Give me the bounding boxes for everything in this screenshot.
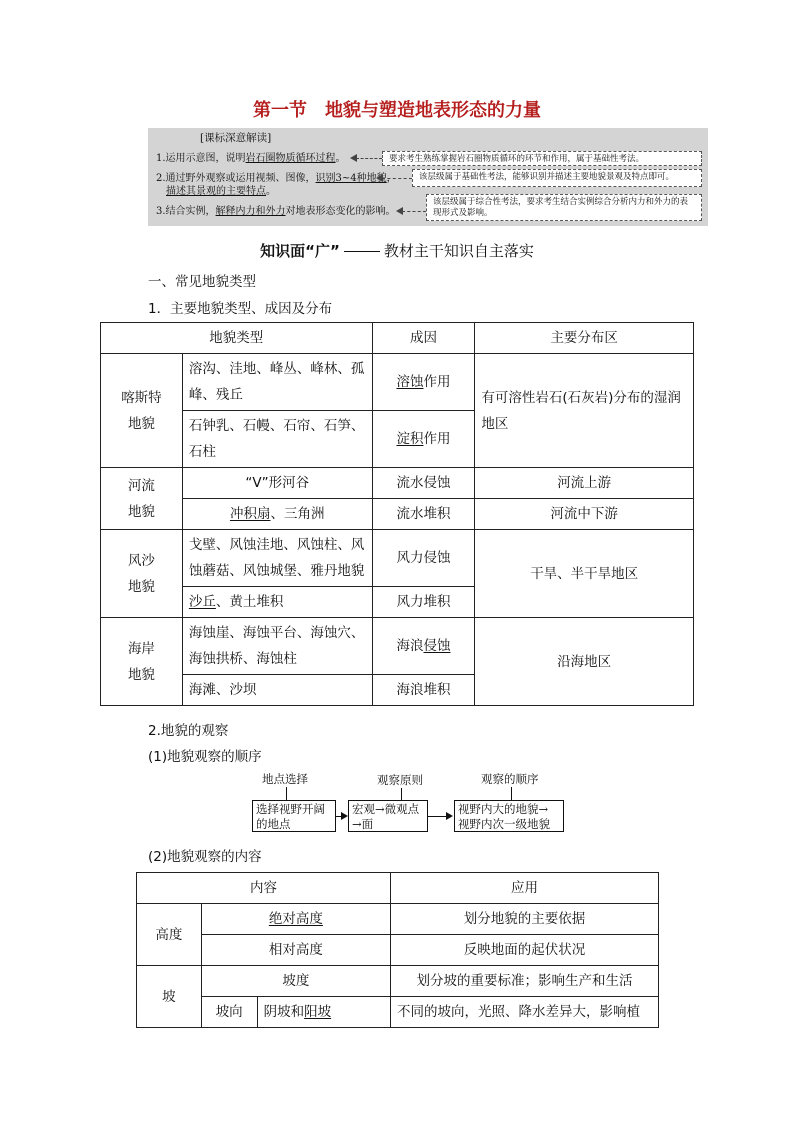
landform-region: 干旱、半干旱地区: [475, 530, 694, 618]
content-item: 相对高度: [201, 935, 390, 966]
flow-label: 观察原则: [377, 773, 423, 787]
landform-list: “V”形河谷: [182, 468, 372, 499]
column-header: 地貌类型: [101, 323, 373, 354]
arrow-left-icon: [396, 207, 403, 215]
landform-list: 戈壁、风蚀洼地、风蚀柱、风蚀蘑菇、风蚀城堡、雅丹地貌: [182, 530, 372, 587]
arrow-left-icon: [350, 154, 357, 162]
table-row: [137, 966, 659, 997]
standards-header: [课标深意解读]: [200, 132, 272, 144]
content-item: 阴坡和阳坡: [257, 997, 390, 1028]
landform-region: 有可溶性岩石(石灰岩)分布的湿润地区: [475, 354, 694, 468]
heading-observation-order: (1)地貌观察的顺序: [148, 749, 262, 765]
column-header: 主要分布区: [475, 323, 694, 354]
landform-cause: 流水侵蚀: [372, 468, 475, 499]
content-use: 反映地面的起伏状况: [391, 935, 659, 966]
standard-item-1: 1.运用示意图，说明岩石圈物质循环过程。: [156, 153, 346, 164]
table-header-row: [101, 323, 694, 354]
arrow-right-icon: [341, 812, 348, 820]
landform-cause: 流水堆积: [372, 499, 475, 530]
arrow-right-icon: [446, 812, 453, 820]
landform-category: 风沙 地貌: [101, 530, 183, 618]
section-heading: 知识面“广” 教材主干知识自主落实: [260, 242, 534, 260]
table-row: [137, 904, 659, 935]
table-row: [101, 354, 694, 411]
content-use: 划分坡的重要标准；影响生产和生活: [391, 966, 659, 997]
landform-category: 海岸 地貌: [101, 618, 183, 706]
flow-label: 观察的顺序: [481, 772, 539, 786]
standard-note-1: 要求考生熟练掌握岩石圈物质循环的环节和作用，属于基础性考法。: [382, 151, 702, 166]
landform-list: 沙丘、黄土堆积: [182, 587, 372, 618]
table-header-row: [137, 873, 659, 904]
landform-category: 喀斯特 地貌: [101, 354, 183, 468]
note-connector-1: [356, 158, 382, 159]
section-title: 地貌与塑造地表形态的力量: [325, 100, 541, 121]
landform-region: 河流上游: [475, 468, 694, 499]
table-row: [101, 499, 694, 530]
landform-cause: 淀积作用: [372, 411, 475, 468]
table-row: [137, 997, 659, 1028]
landform-list: 石钟乳、石幔、石帘、石笋、石柱: [182, 411, 372, 468]
content-category: 高度: [137, 904, 202, 966]
column-header: 应用: [391, 873, 659, 904]
content-item: 坡度: [201, 966, 390, 997]
flow-label: 地点选择: [262, 772, 308, 786]
content-category: 坡: [137, 966, 202, 1028]
note-connector-3: [402, 211, 426, 212]
flow-box-location: 选择视野开阔的地点: [252, 800, 336, 832]
table-row: [101, 530, 694, 587]
observation-content-table: [136, 872, 659, 1028]
landform-types-table: [100, 322, 694, 706]
landform-list: 溶沟、洼地、峰丛、峰林、孤峰、残丘: [182, 354, 372, 411]
content-subcategory: 坡向: [201, 997, 257, 1028]
curriculum-standards-box: [148, 128, 708, 226]
landform-cause: 溶蚀作用: [372, 354, 475, 411]
page-title: [0, 96, 794, 122]
table-row: [101, 618, 694, 675]
flow-box-sequence: 视野内大的地貌→ 视野内次一级地貌: [454, 800, 564, 832]
standard-note-2: 该层级属于基础性考法，能够识别并描述主要地貌景观及特点即可。: [412, 169, 702, 187]
arrow-left-icon: [376, 174, 383, 182]
table-row: [137, 935, 659, 966]
note-connector-2: [382, 178, 412, 179]
landform-list: 冲积扇、三角洲: [182, 499, 372, 530]
content-item: 绝对高度: [201, 904, 390, 935]
landform-cause: 风力堆积: [372, 587, 475, 618]
column-header: 成因: [372, 323, 475, 354]
column-header: 内容: [137, 873, 391, 904]
landform-cause: 海浪侵蚀: [372, 618, 475, 675]
table-row: [101, 468, 694, 499]
heading-landform-observation: 2.地貌的观察: [148, 723, 229, 739]
heading-observation-content: (2)地貌观察的内容: [148, 849, 262, 865]
landform-region: 河流中下游: [475, 499, 694, 530]
content-use: 划分地貌的主要依据: [391, 904, 659, 935]
standard-note-3: 该层级属于综合性考法，要求考生结合实例综合分析内力和外力的表现形式及影响。: [426, 194, 702, 221]
heading-main-landforms: 1．主要地貌类型、成因及分布: [148, 301, 333, 317]
heading-common-landforms: 一、常见地貌类型: [148, 274, 256, 290]
landform-category: 河流 地貌: [101, 468, 183, 530]
flow-box-principle: 宏观→微观点 →面: [348, 800, 428, 832]
landform-list: 海蚀崖、海蚀平台、海蚀穴、海蚀拱桥、海蚀柱: [182, 618, 372, 675]
landform-region: 沿海地区: [475, 618, 694, 706]
section-number: 第一节: [253, 100, 307, 121]
standard-item-2: 2.通过野外观察或运用视频、图像，识别3~4种地貌， 描述其景观的主要特点。: [156, 173, 397, 197]
standard-item-3: 3.结合实例，解释内力和外力对地表形态变化的影响。: [156, 206, 396, 217]
landform-list: 海滩、沙坝: [182, 675, 372, 706]
landform-cause: 风力侵蚀: [372, 530, 475, 587]
landform-cause: 海浪堆积: [372, 675, 475, 706]
content-use: 不同的坡向，光照、降水差异大，影响植: [391, 997, 659, 1028]
